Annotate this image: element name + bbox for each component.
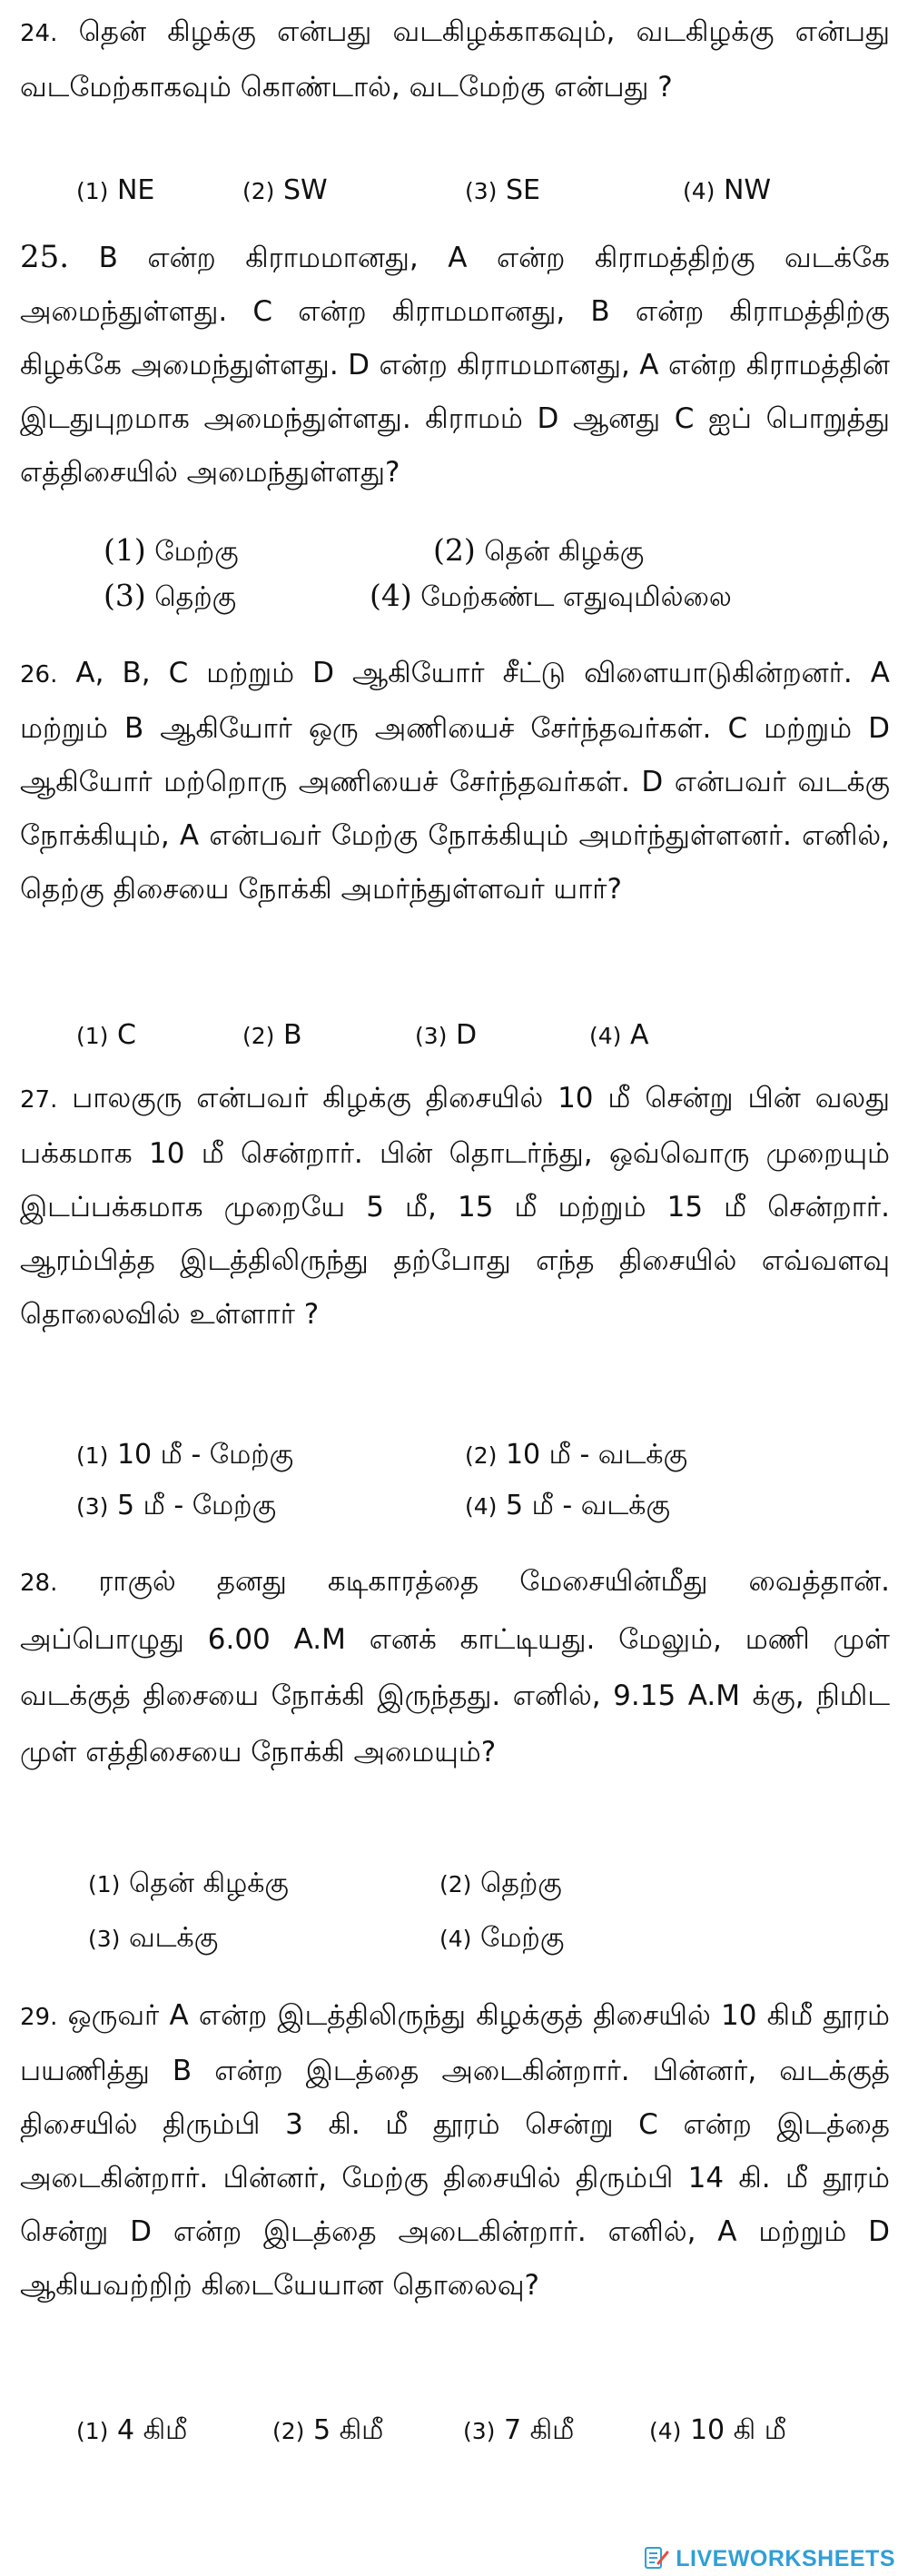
option-1[interactable]: (1) C [76,1019,136,1051]
question-text: 24. தென் கிழக்கு என்பது வடகிழக்காகவும், வடகிழக்கு என்பது வடமேற்காகவும் கொண்டால், வடமேற்கு என்பது ? [20,15,890,104]
option-2[interactable]: (2) B [242,1019,302,1051]
option-4[interactable]: (4) A [589,1019,649,1051]
option-2[interactable]: (2) 10 மீ - வடக்கு [465,1439,688,1471]
question-26 [20,647,890,1051]
option-1[interactable]: (1) மேற்கு [104,532,239,568]
option-4[interactable]: (4) NW [683,174,772,206]
question-number: 24. [20,20,58,47]
question-text: 25. B என்ற கிராமமானது, A என்ற கிராமத்திற்கு வடக்கே அமைந்துள்ளது. C என்ற கிராமமானது, B என்ற கிராமத்திற்கு கிழக்கே அமைந்துள்ளது. D என்ற கிராமமானது, A என்ற கிராமத்தின் இடதுபுறமாக அமைந்துள்ளது. கிராமம் D ஆனது C ஐப் பொறுத்து எத்திசையில் அமைந்துள்ளது? [20,239,891,489]
option-4[interactable]: (4) மேற்கு [439,1922,565,1954]
liveworksheets-logo-icon [643,2545,670,2572]
option-2[interactable]: (2) தெற்கு [439,1868,562,1899]
option-3[interactable]: (3) SE [465,174,540,206]
option-1[interactable]: (1) 10 மீ - மேற்கு [76,1439,294,1471]
option-1[interactable]: (1) தென் கிழக்கு [88,1868,289,1899]
option-3[interactable]: (3) 5 மீ - மேற்கு [76,1490,277,1521]
option-3[interactable]: (3) வடக்கு [88,1922,219,1954]
option-3[interactable]: (3) D [415,1019,478,1051]
question-number: 28. [20,1570,58,1597]
question-number: 25. [20,239,70,275]
question-24 [20,5,890,206]
option-2[interactable]: (2) 5 கிமீ [272,2414,384,2446]
option-2[interactable]: (2) தென் கிழக்கு [433,532,645,568]
question-number: 26. [20,661,58,689]
option-2[interactable]: (2) SW [242,174,328,206]
question-text: 26. A, B, C மற்றும் D ஆகியோர் சீட்டு விளையாடுகின்றனர். A மற்றும் B ஆகியோர் ஒரு அணியைச் சேர்ந்தவர்கள். C மற்றும் D ஆகியோர் மற்றொரு அணியைச் சேர்ந்தவர்கள். D என்பவர் வடக்கு நோக்கியும், A என்பவர் மேற்கு நோக்கியும் அமர்ந்துள்ளனர். எனில், தெற்கு திசையை நோக்கி அமர்ந்துள்ளவர் யார்? [20,657,890,906]
question-number: 27. [20,1086,58,1114]
question-29 [20,1989,890,2446]
option-1[interactable]: (1) 4 கிமீ [76,2414,188,2446]
question-25 [20,231,891,613]
question-text: 27. பாலகுரு என்பவர் கிழக்கு திசையில் 10 மீ சென்று பின் வலது பக்கமாக 10 மீ சென்றார். பின் தொடர்ந்து, ஒவ்வொரு முறையும் இடப்பக்கமாக முறையே 5 மீ, 15 மீ மற்றும் 15 மீ சென்றார். ஆரம்பித்த இடத்திலிருந்து தற்போது எந்த திசையில் எவ்வளவு தொலைவில் உள்ளார் ? [20,1082,890,1331]
question-text: 28. ராகுல் தனது கடிகாரத்தை மேசையின்மீது வைத்தான். அப்பொழுது 6.00 A.M எனக் காட்டியது. மேலும், மணி முள் வடக்குத் திசையை நோக்கி இருந்தது. எனில், 9.15 A.M க்கு, நிமிட முள் எத்திசையை நோக்கி அமையும்? [20,1565,890,1769]
option-1[interactable]: (1) NE [76,174,155,206]
option-3[interactable]: (3) தெற்கு [104,578,237,613]
question-text: 29. ஒருவர் A என்ற இடத்திலிருந்து கிழக்குத் திசையில் 10 கிமீ தூரம் பயணித்து B என்ற இடத்தை அடைகின்றார். பின்னர், வடக்குத் திசையில் திரும்பி 3 கி. மீ தூரம் சென்று C என்ற இடத்தை அடைகின்றார். பின்னர், மேற்கு திசையில் திரும்பி 14 கி. மீ தூரம் சென்று D என்ற இடத்தை அடைகின்றார். எனில், A மற்றும் D ஆகியவற்றிற் கிடையேயான தொலைவு? [20,1999,890,2302]
question-27 [20,1072,890,1521]
question-28 [20,1553,890,1954]
option-3[interactable]: (3) 7 கிமீ [463,2414,575,2446]
option-4[interactable]: (4) 5 மீ - வடக்கு [465,1490,670,1521]
liveworksheets-footer[interactable] [643,2541,895,2576]
question-number: 29. [20,2004,58,2031]
option-4[interactable]: (4) 10 கி மீ [649,2414,787,2446]
option-4[interactable]: (4) மேற்கண்ட எதுவுமில்லை [370,578,732,613]
liveworksheets-brand: LIVEWORKSHEETS [676,2545,895,2571]
